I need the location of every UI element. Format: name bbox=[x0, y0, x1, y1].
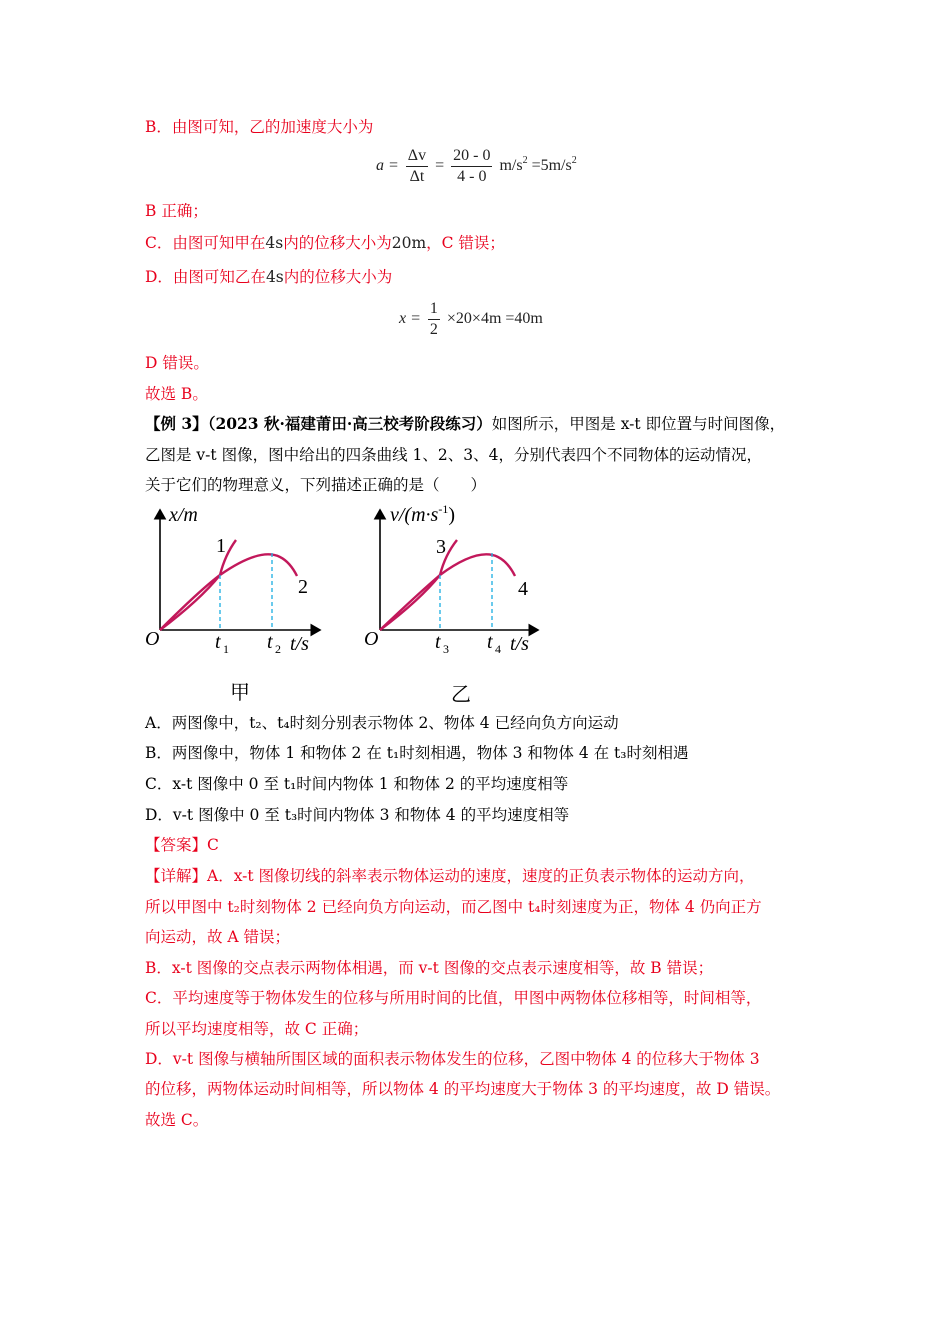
c-mid: 内的位移大小为 bbox=[283, 234, 392, 252]
unit-exponent: 2 bbox=[522, 155, 528, 167]
x-axis-label: t/s bbox=[510, 633, 529, 655]
c-time: 4s bbox=[265, 234, 284, 252]
t2-label: t bbox=[267, 631, 273, 653]
fraction-numerator: 20 - 0 bbox=[451, 146, 492, 167]
fraction-numerator: 1 bbox=[428, 299, 440, 320]
curve-2-label: 2 bbox=[298, 576, 308, 598]
formula-lhs: a = bbox=[376, 157, 399, 175]
option-a: A．两图像中，t₂、t₄时刻分别表示物体 2、物体 4 已经向负方向运动 bbox=[145, 714, 619, 732]
caption-yi: 乙 bbox=[451, 682, 471, 706]
displacement-formula bbox=[399, 299, 543, 340]
answer: 【答案】C bbox=[145, 836, 219, 854]
example-line-2: 乙图是 v-t 图像，图中给出的四条曲线 1、2、3、4，分别代表四个不同物体的运动情况， bbox=[145, 446, 762, 464]
y-axis-label-text: v/(m·s bbox=[390, 504, 439, 526]
fraction-values bbox=[451, 146, 492, 187]
choose-b: 故选 B。 bbox=[145, 385, 208, 403]
curve-4-label: 4 bbox=[518, 578, 528, 600]
c-prefix: C．由图可知甲在 bbox=[145, 234, 266, 252]
explanation-line: 【详解】A．x-t 图像切线的斜率表示物体运动的速度，速度的正负表示物体的运动方向， bbox=[145, 867, 755, 885]
fraction-denominator: 4 - 0 bbox=[457, 168, 487, 185]
explanation-line: 的位移，两物体运动时间相等，所以物体 4 的平均速度大于物体 3 的平均速度，故 D 错误。 bbox=[145, 1080, 781, 1098]
t2-subscript: 2 bbox=[275, 642, 281, 656]
equals-sign: = bbox=[435, 157, 445, 175]
option-b: B．两图像中，物体 1 和物体 2 在 t₁时刻相遇，物体 3 和物体 4 在 t₃时刻相遇 bbox=[145, 744, 689, 762]
option-b-solution: B．由图可知，乙的加速度大小为 bbox=[145, 118, 374, 136]
x-axis-label: t/s bbox=[290, 633, 309, 655]
option-c-solution bbox=[145, 233, 505, 253]
example-line-1 bbox=[145, 414, 785, 434]
explanation-line: D．v-t 图像与横轴所围区域的面积表示物体发生的位移，乙图中物体 4 的位移大于物体 3 bbox=[145, 1050, 760, 1068]
result-text: =5m/s bbox=[531, 157, 572, 175]
explanation-line: 所以甲图中 t₂时刻物体 2 已经向负方向运动，而乙图中 t₄时刻速度为正，物体 4 仍向正方 bbox=[145, 898, 762, 916]
d-mid: 内的位移大小为 bbox=[283, 268, 393, 286]
d-wrong: D 错误。 bbox=[145, 354, 209, 372]
t4-label: t bbox=[487, 631, 493, 653]
vt-graph bbox=[364, 502, 538, 656]
example-line-3: 关于它们的物理意义，下列描述正确的是（ ） bbox=[145, 476, 487, 494]
explanation-line: 所以平均速度相等，故 C 正确； bbox=[145, 1020, 369, 1038]
caption-jia: 甲 bbox=[230, 680, 250, 704]
acceleration-formula bbox=[376, 146, 577, 187]
example-source: （2023 秋·福建莆田·高三校考阶段练习） bbox=[207, 414, 492, 433]
t4-subscript: 4 bbox=[495, 642, 501, 656]
c-suffix: ，C 错误； bbox=[426, 234, 505, 252]
explanation-line: 向运动，故 A 错误； bbox=[145, 928, 291, 946]
t3-subscript: 3 bbox=[443, 642, 449, 656]
t1-subscript: 1 bbox=[223, 642, 229, 656]
b-correct: B 正确； bbox=[145, 202, 208, 220]
origin-label: O bbox=[145, 628, 160, 650]
option-d-solution bbox=[145, 267, 392, 287]
y-axis-label: x/m bbox=[169, 504, 198, 526]
formula-lhs: x = bbox=[399, 310, 421, 328]
origin-label: O bbox=[364, 628, 379, 650]
fraction-half bbox=[428, 299, 440, 340]
d-prefix: D．由图可知乙在 bbox=[145, 268, 266, 286]
y-axis-label bbox=[390, 502, 455, 526]
option-d: D．v-t 图像中 0 至 t₃时间内物体 3 和物体 4 的平均速度相等 bbox=[145, 806, 570, 824]
c-distance: 20m bbox=[391, 234, 427, 252]
xt-graph bbox=[145, 504, 320, 656]
unit-text: m/s bbox=[499, 157, 523, 175]
d-time: 4s bbox=[265, 268, 284, 286]
explanation-line: C．平均速度等于物体发生的位移与所用时间的比值，甲图中两物体位移相等，时间相等， bbox=[145, 989, 762, 1007]
t3-label: t bbox=[435, 631, 441, 653]
explanation-line: B．x-t 图像的交点表示两物体相遇，而 v-t 图像的交点表示速度相等，故 B 错误； bbox=[145, 959, 714, 977]
curve-4 bbox=[380, 554, 515, 630]
y-axis-label-exponent: -1 bbox=[438, 502, 449, 516]
fraction-denominator: 2 bbox=[429, 321, 438, 338]
fraction-numerator: Δv bbox=[406, 146, 428, 167]
t1-label: t bbox=[215, 631, 221, 653]
curve-1-label: 1 bbox=[216, 535, 226, 557]
unit-exponent: 2 bbox=[571, 155, 577, 167]
option-c: C．x-t 图像中 0 至 t₁时间内物体 1 和物体 2 的平均速度相等 bbox=[145, 775, 569, 793]
curve-3-label: 3 bbox=[436, 536, 446, 558]
fraction-denominator: Δt bbox=[409, 168, 425, 185]
example-text: 如图所示，甲图是 x-t 即位置与时间图像， bbox=[491, 415, 786, 433]
curve-2 bbox=[160, 554, 297, 630]
explanation-line: 故选 C。 bbox=[145, 1111, 209, 1129]
fraction-dv-dt bbox=[406, 146, 428, 187]
motion-graphs bbox=[140, 500, 560, 670]
example-tag: 【例 3】 bbox=[145, 414, 208, 433]
formula-rest: ×20×4m =40m bbox=[446, 310, 543, 328]
y-axis-label-end: ) bbox=[448, 504, 455, 526]
